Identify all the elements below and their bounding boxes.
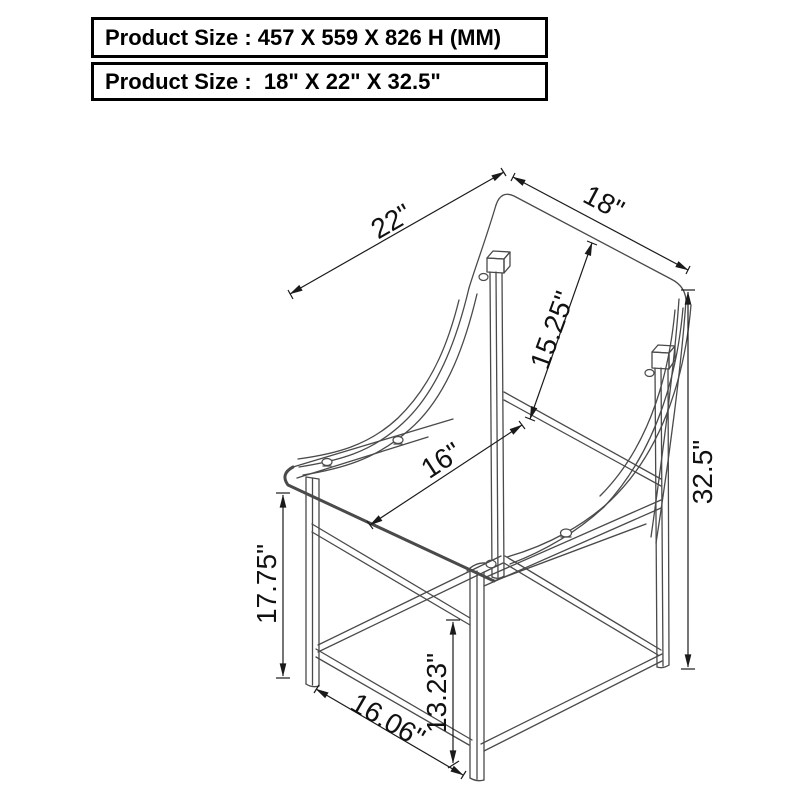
- width-dimension-label: 18": [578, 178, 630, 226]
- front-leg-left: [306, 477, 319, 687]
- dimension-stretcher-height-13-23: [421, 620, 460, 768]
- post-bolt-icon: [645, 370, 654, 377]
- back-height-dimension-label: 15.25": [524, 287, 581, 373]
- post-bolt-icon: [479, 274, 488, 281]
- dimension-seat-height-17-75: [251, 493, 290, 678]
- band-bolt-icon: [561, 529, 572, 537]
- dimension-width-18: [511, 173, 690, 274]
- seat-depth-dimension-label: 16": [415, 436, 467, 485]
- front-width-dimension-label: 16.06": [345, 686, 431, 754]
- chair-outline: [285, 194, 691, 780]
- seat-height-dimension-label: 17.75": [250, 543, 282, 625]
- overall-height-dimension-label: 32.5": [686, 439, 718, 505]
- stretcher-height-dimension-label: 13.23": [420, 652, 452, 734]
- front-leg-center: [467, 560, 497, 780]
- seat-panel: [285, 419, 646, 581]
- seat-bolt-icon: [322, 459, 332, 466]
- back-post-right: [645, 345, 675, 668]
- seat-bolt-icon: [393, 437, 403, 444]
- dimension-back-height-15-25: [524, 241, 597, 421]
- depth-dimension-label: 22": [365, 197, 417, 245]
- product-size-inch-label: Product Size : 18" X 22" X 32.5": [105, 68, 441, 94]
- back-post-left: [479, 251, 510, 578]
- dimension-depth-22: [288, 168, 506, 299]
- seat-rails: [312, 392, 661, 625]
- dimension-overall-height-32-5: [681, 290, 718, 669]
- product-size-mm-label: Product Size : 457 X 559 X 826 H (MM): [105, 24, 502, 50]
